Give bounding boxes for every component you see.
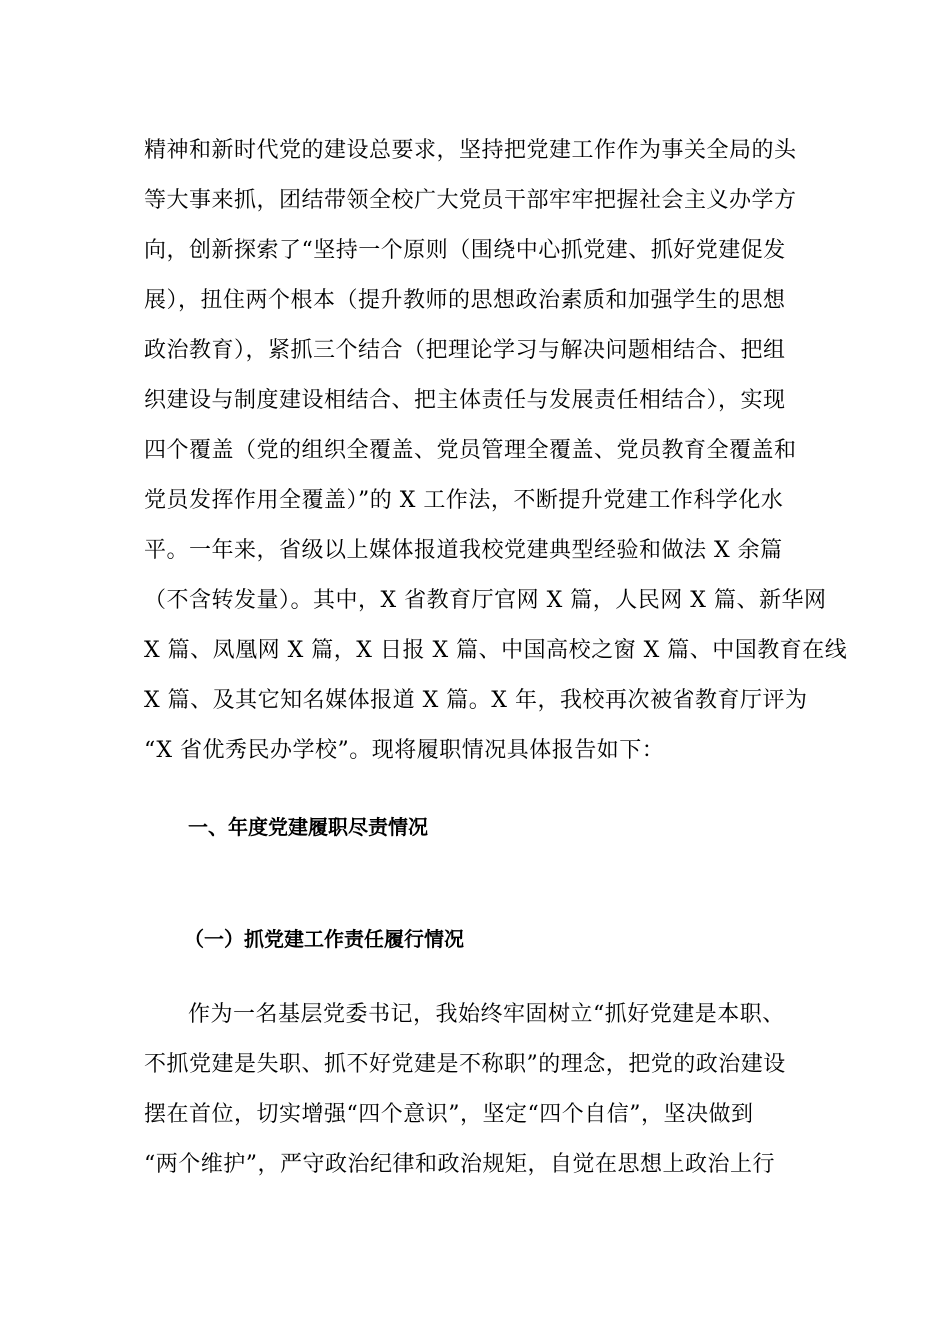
intro-line-10: （不含转发量）。其中，X 省教育厅官网 X 篇，人民网 X 篇、新华网	[144, 588, 827, 613]
body-line-1: 作为一名基层党委书记，我始终牢固树立“抓好党建是本职、	[188, 1002, 785, 1027]
intro-line-12: X 篇、及其它知名媒体报道 X 篇。X 年，我校再次被省教育厅评为	[144, 688, 808, 713]
section-heading-1: 一、年度党建履职尽责情况	[188, 815, 428, 839]
intro-line-4: 展），扭住两个根本（提升教师的思想政治素质和加强学生的思想	[144, 288, 786, 313]
intro-line-7: 四个覆盖（党的组织全覆盖、党员管理全覆盖、党员教育全覆盖和	[144, 438, 797, 463]
intro-line-2: 等大事来抓，团结带领全校广大党员干部牢牢把握社会主义办学方	[144, 188, 797, 213]
intro-line-9: 平。一年来，省级以上媒体报道我校党建典型经验和做法 X 余篇	[144, 538, 783, 563]
intro-line-8: 党员发挥作用全覆盖）”的 X 工作法，不断提升党建工作科学化水	[144, 488, 784, 513]
body-line-4: “两个维护”，严守政治纪律和政治规矩，自觉在思想上政治上行	[144, 1152, 775, 1177]
intro-line-6: 织建设与制度建设相结合、把主体责任与发展责任相结合），实现	[144, 388, 786, 413]
intro-line-5: 政治教育），紧抓三个结合（把理论学习与解决问题相结合、把组	[144, 338, 786, 363]
section-heading-2: （一）抓党建工作责任履行情况	[184, 927, 464, 951]
body-line-2: 不抓党建是失职、抓不好党建是不称职”的理念，把党的政治建设	[144, 1052, 786, 1077]
body-line-3: 摆在首位，切实增强“四个意识”，坚定“四个自信”，坚决做到	[144, 1102, 754, 1127]
intro-line-1: 精神和新时代党的建设总要求，坚持把党建工作作为事关全局的头	[144, 138, 797, 163]
intro-line-11: X 篇、凤凰网 X 篇，X 日报 X 篇、中国高校之窗 X 篇、中国教育在线	[144, 638, 848, 663]
intro-line-3: 向，创新探索了“坚持一个原则（围绕中心抓党建、抓好党建促发	[144, 238, 786, 263]
intro-line-13: “X 省优秀民办学校”。现将履职情况具体报告如下：	[144, 738, 665, 763]
